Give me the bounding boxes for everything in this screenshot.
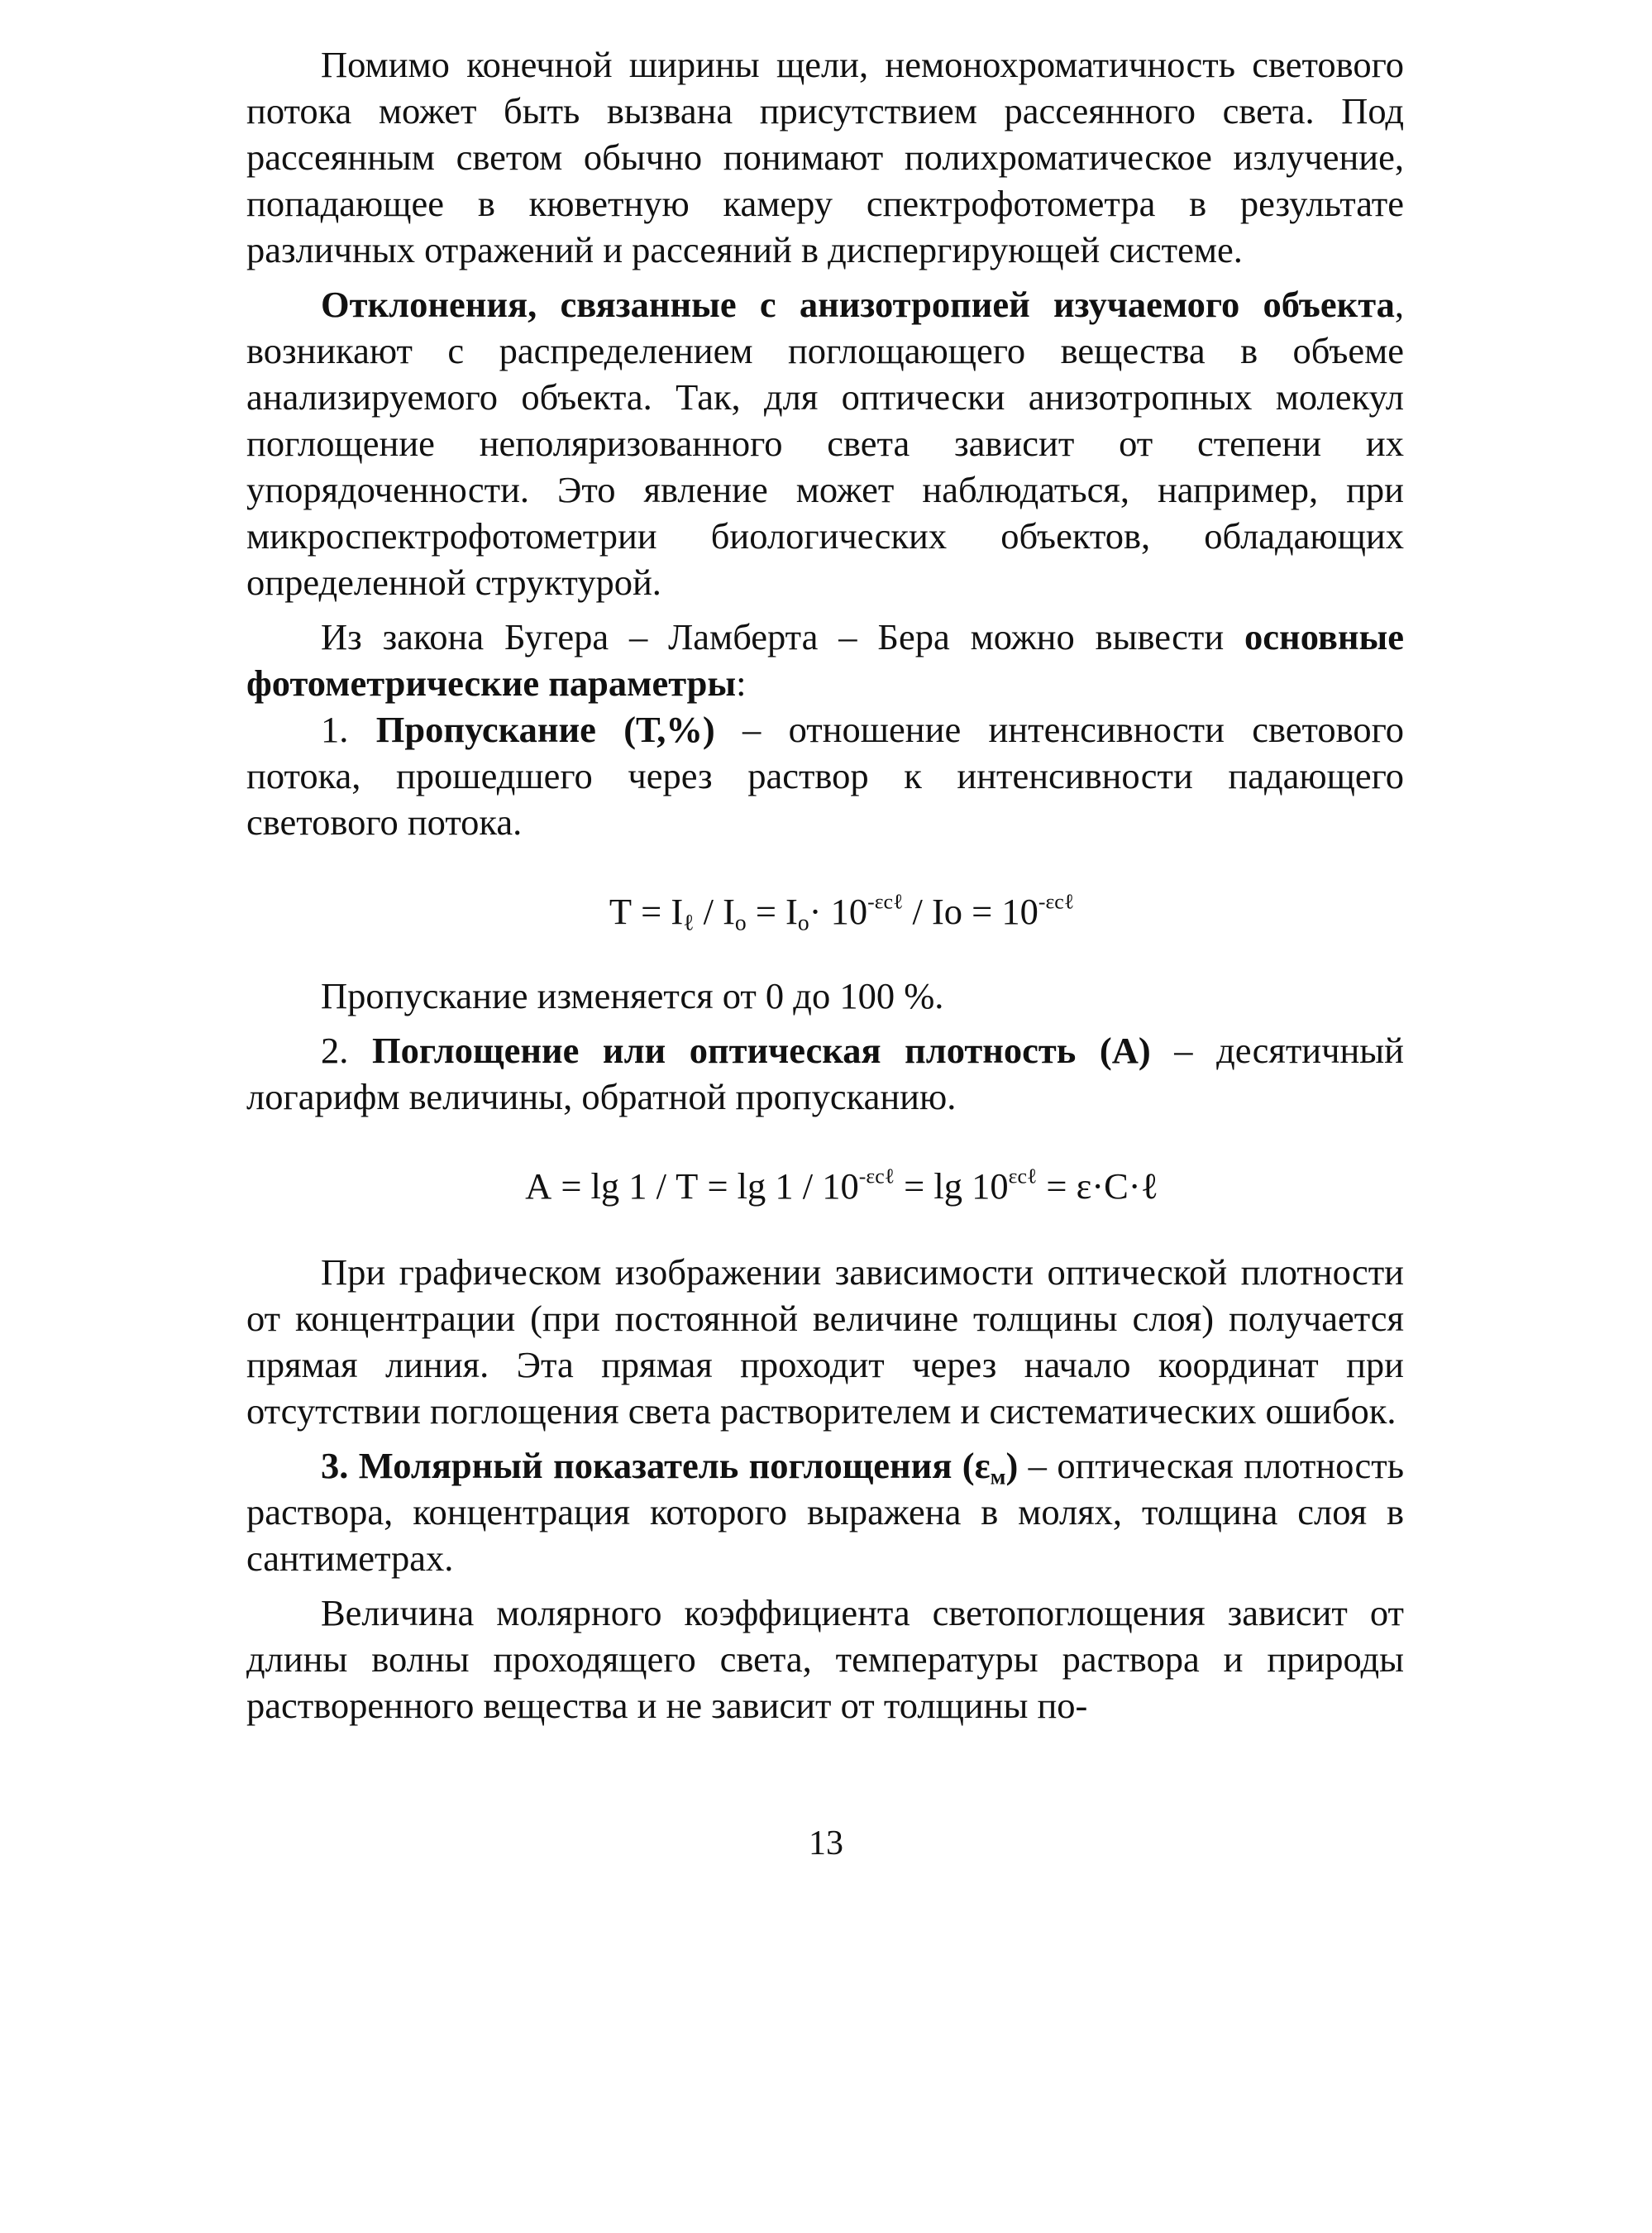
paragraph-anisotropy [246, 281, 1404, 605]
paragraph-transmittance-range [246, 973, 1404, 1019]
formula-subscript: o [797, 909, 809, 935]
text-anisotropy: , возникают с распределением поглощающего вещества в объеме анализируемого объекта. Так, для оптически анизотропных молекул поглощение неполяризованного света зависит от степени их упорядоченности. Это явление может наблюдаться, например, при микроспектрофотометрии биологических объектов, обладающих определенной структурой. [246, 284, 1404, 603]
formula-part: · 10 [809, 891, 868, 932]
text-transmittance-range: Пропускание изменяется от 0 до 100 %. [321, 975, 944, 1016]
text-transmittance: – отношение интенсивности светового потока, прошедшего через раствор к интенсивности падающего светового потока. [246, 709, 1404, 843]
paragraph-scattered-light [246, 41, 1404, 273]
formula-exponent: -εcℓ [858, 1164, 895, 1188]
formula-exponent: -εcℓ [867, 889, 904, 914]
term-part: 3. Молярный показатель поглощения (ε [321, 1445, 991, 1486]
text-scattered-light: Помимо конечной ширины щели, немонохроматичность светового потока может быть вызвана присутствием рассеянного света. Под рассеянным светом обычно понимают полихроматическое излучение, попадающее в кюветную камеру спектрофотометра в результате различных отражений и рассеяний в диспергирующей системе. [246, 44, 1404, 270]
text-molar-absorptivity: – оптическая плотность раствора, концентрация которого выражена в молях, толщина слоя в сантиметрах. [246, 1445, 1405, 1579]
formula-subscript: ℓ [683, 909, 695, 935]
paragraph-molar-coefficient [246, 1590, 1404, 1729]
term-photometric-params: основные фотометрические параметры [246, 616, 1404, 704]
text-colon: : [736, 662, 747, 704]
formula-part: = I [746, 891, 798, 932]
formula-part: = ε·C·ℓ [1037, 1165, 1158, 1207]
paragraph-law-intro [246, 614, 1404, 706]
term-part: ) [1005, 1445, 1019, 1486]
paragraph-graph [246, 1249, 1404, 1434]
term-absorbance: Поглощение или оптическая плотность (А) [371, 1030, 1151, 1071]
formula-exponent: -εcℓ [1038, 889, 1075, 914]
formula-part: Т = I [609, 891, 684, 932]
text-absorbance: – десятичный логарифм величины, обратной пропусканию. [246, 1030, 1404, 1117]
list-item-transmittance [246, 706, 1404, 845]
list-item-molar-absorptivity [246, 1442, 1404, 1581]
page-number: 13 [809, 1824, 843, 1862]
term-anisotropy: Отклонения, связанные с анизотропией изучаемого объекта [321, 284, 1395, 325]
page-body [246, 41, 1404, 1729]
formula-part: / Io = 10 [903, 891, 1038, 932]
text-law-intro: Из закона Бугера – Ламберта – Бера можно вывести [321, 616, 1245, 657]
formula-exponent: εcℓ [1008, 1164, 1038, 1188]
list-item-absorbance [246, 1027, 1404, 1120]
formula-part: / I [694, 891, 735, 932]
text-molar-coefficient: Величина молярного коэффициента светопоглощения зависит от длины волны проходящего света, температуры раствора и природы растворенного вещества и не зависит от толщины по- [246, 1592, 1404, 1726]
text-graph: При графическом изображении зависимости оптической плотности от концентрации (при постоянной величине толщины слоя) получается прямая линия. Эта прямая проходит через начало координат при отсутствии поглощения света растворителем и систематических ошибок. [246, 1251, 1404, 1432]
term-molar-absorptivity [321, 1445, 1019, 1489]
item-number-2: 2. [321, 1030, 372, 1071]
item-number-1: 1. [321, 709, 376, 750]
formula-transmittance [246, 888, 1404, 935]
term-transmittance: Пропускание (Т,%) [375, 709, 715, 750]
formula-subscript: o [734, 909, 747, 935]
formula-part: = lg 10 [895, 1165, 1009, 1207]
formula-part: А = lg 1 / Т = lg 1 / 10 [525, 1165, 859, 1207]
term-subscript: м [990, 1463, 1006, 1489]
formula-absorbance [246, 1163, 1404, 1209]
